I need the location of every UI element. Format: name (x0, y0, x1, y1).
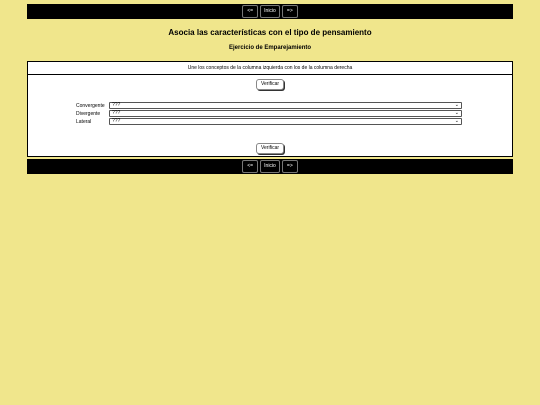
row-label: Convergente (76, 102, 105, 109)
select-value: ??? (112, 110, 121, 116)
instructions-text: Une los conceptos de la columna izquierda con los de la columna derecha (28, 62, 512, 75)
verify-button-bottom[interactable]: Verificar (256, 143, 284, 154)
next-button[interactable]: => (282, 5, 298, 18)
prev-button[interactable]: <= (242, 5, 258, 18)
bottom-navbar (27, 159, 513, 174)
page-subtitle: Ejercicio de Emparejamiento (228, 45, 312, 51)
row-label: Lateral (76, 118, 92, 125)
exercise-panel (27, 61, 513, 157)
verify-button-top[interactable]: Verificar (256, 79, 284, 90)
select-value: ??? (112, 102, 121, 108)
chevron-down-icon: ⌄ (454, 110, 459, 116)
next-button[interactable]: => (282, 160, 298, 173)
match-row (76, 102, 462, 109)
select-value: ??? (112, 118, 121, 124)
prev-button[interactable]: <= (242, 160, 258, 173)
top-navbar (27, 4, 513, 19)
home-button[interactable]: Inicio (260, 5, 280, 18)
match-row (76, 110, 462, 117)
home-button[interactable]: Inicio (260, 160, 280, 173)
chevron-down-icon: ⌄ (454, 102, 459, 108)
match-select[interactable] (109, 118, 462, 125)
match-row (76, 118, 462, 125)
chevron-down-icon: ⌄ (454, 118, 459, 124)
page-title: Asocia las características con el tipo de pensamiento (168, 28, 372, 37)
match-select[interactable] (109, 102, 462, 109)
row-label: Divergente (76, 110, 101, 117)
match-select[interactable] (109, 110, 462, 117)
